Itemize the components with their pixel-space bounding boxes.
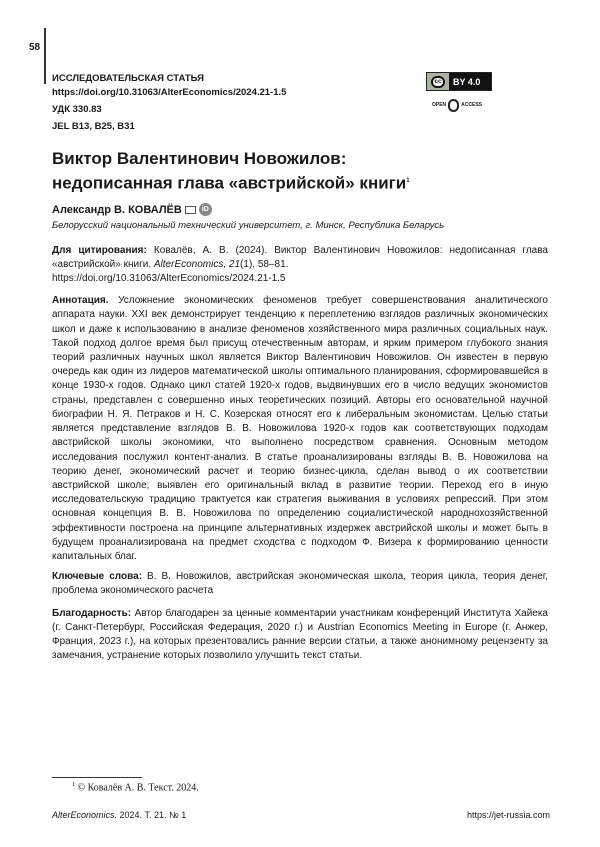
- abstract-label: Аннотация.: [52, 295, 109, 306]
- acknowledgments-text: Автор благодарен за ценные комментарии участникам конференций Института Хайека (г. Санкт-Петербург, Российская Федерация, 2020 г.) и Austrian Economics Meeting in Europe (г. Анжер, Франция, 2023 г.), на которых презентовались ранние версии статьи, а также анонимному рецензенту за замечания, устранение которых позволило улучшить текст статьи.: [52, 608, 548, 662]
- article-body: [52, 148, 548, 663]
- email-icon[interactable]: [185, 206, 196, 214]
- keywords-label: Ключевые слова:: [52, 571, 142, 582]
- udk: УДК 330.83: [52, 104, 102, 115]
- footnote-mark: 1: [72, 782, 75, 788]
- doi-link[interactable]: https://doi.org/10.31063/AlterEconomics/2024.21-1.5: [52, 87, 286, 98]
- citation-pages: (1), 58–81.: [240, 259, 288, 270]
- footer-url[interactable]: https://jet-russia.com: [467, 810, 550, 820]
- acknowledgments: [52, 607, 548, 664]
- open-access-logo: [432, 94, 492, 116]
- keywords: [52, 570, 548, 598]
- cc-icon-text: cc: [431, 76, 445, 88]
- access-label: ACCESS: [461, 102, 482, 108]
- acknowledgments-label: Благодарность:: [52, 608, 131, 619]
- license-label: BY 4.0: [453, 77, 480, 87]
- citation-journal: AlterEconomics,: [154, 259, 229, 270]
- footer-issue: 2024. Т. 21. № 1: [117, 810, 186, 820]
- open-lock-icon: [448, 99, 459, 112]
- citation-volume: 21: [229, 259, 240, 270]
- cc-license-badge[interactable]: [426, 72, 492, 91]
- footnote: [72, 782, 199, 793]
- page-number: 58: [29, 42, 40, 53]
- cc-icon: [427, 73, 449, 90]
- title-footnote-mark[interactable]: 1: [406, 178, 409, 184]
- footnote-text: © Ковалёв А. В. Текст. 2024.: [75, 782, 199, 793]
- title-line-2: недописанная глава «австрийской» книги: [52, 174, 406, 193]
- article-type: ИССЛЕДОВАТЕЛЬСКАЯ СТАТЬЯ: [52, 73, 204, 84]
- keywords-text: В. В. Новожилов, австрийская экономическая школа, теория цикла, теория денег, проблема экономического расчета: [52, 571, 548, 596]
- orcid-icon[interactable]: iD: [199, 203, 212, 216]
- footer-journal: [52, 810, 186, 820]
- header-rule: [44, 28, 46, 84]
- citation-label: Для цитирования:: [52, 245, 147, 256]
- citation-doi[interactable]: https://doi.org/10.31063/AlterEconomics/2024.21-1.5: [52, 273, 285, 284]
- jel-codes: JEL B13, B25, B31: [52, 121, 135, 132]
- footnote-rule: [52, 777, 142, 778]
- affiliation: Белорусский национальный технический университет, г. Минск, Республика Беларусь: [52, 219, 548, 232]
- abstract-text: Усложнение экономических феноменов требует совершенствования аналитического аппарата науки. XXI век демонстрирует тенденцию к переплетению взглядов различных экономических школ и даже к использованию в анализе феноменов хозяйственного мира различных социальных наук. Такой подход долгое время был присущ отечественным авторам, и ярким примером глубокого знания теорий различных научных школ является Виктор Валентинович Новожилов. Он известен в первую очередь как один из лидеров математической школы оптимального планирования, сформировавшейся в конце 1930-х годов. Однако цикл статей 1920-х годов, выдвинувших его в число ведущих экономистов страны, представлен с совершенно иных теоретических позиций. Авторы его основательной научной биографии Н. Я. Петраков и Н. С. Козерская относят его к либеральным экономистам. Целью статьи является представление взглядов В. В. Новожилова 1920-х годов как соответствующих подходам австрийской школы экономики, что выполнено посредством сравнения. Основным методом исследования послужил контент-анализ. В статье проанализированы взгляды В. В. Новожилова на теорию денег, экономический расчет и теорию бизнес-цикла, сделан вывод о их соответствии австрийской школе; выявлен его оригинальный вклад в развитие теории. Переход его в иную исследовательскую традицию трактуется как стратегия выживания в условиях репрессий. При этом основная концепция В. В. Новожилова по определению социалистической народнохозяйственной эффективности построена на принципе альтернативных издержек австрийской школы и может быть в будущем проанализирована на предмет сходства с подходом Ф. Визера к формированию ценности капитальных благ.: [52, 295, 548, 562]
- open-label: OPEN: [432, 102, 446, 108]
- title-line-1: Виктор Валентинович Новожилов:: [52, 148, 548, 170]
- footer-journal-name: AlterEconomics.: [52, 810, 117, 820]
- article-page: [0, 0, 600, 847]
- citation-text: Ковалёв, А. В. (2024). Виктор Валентинович Новожилов: недописанная глава «австрийской» книги.: [52, 245, 548, 270]
- citation: [52, 244, 548, 287]
- article-title: [52, 148, 548, 195]
- author-name: Александр В. КОВАЛЁВ: [52, 203, 182, 217]
- abstract: [52, 294, 548, 564]
- author-line: [52, 203, 548, 217]
